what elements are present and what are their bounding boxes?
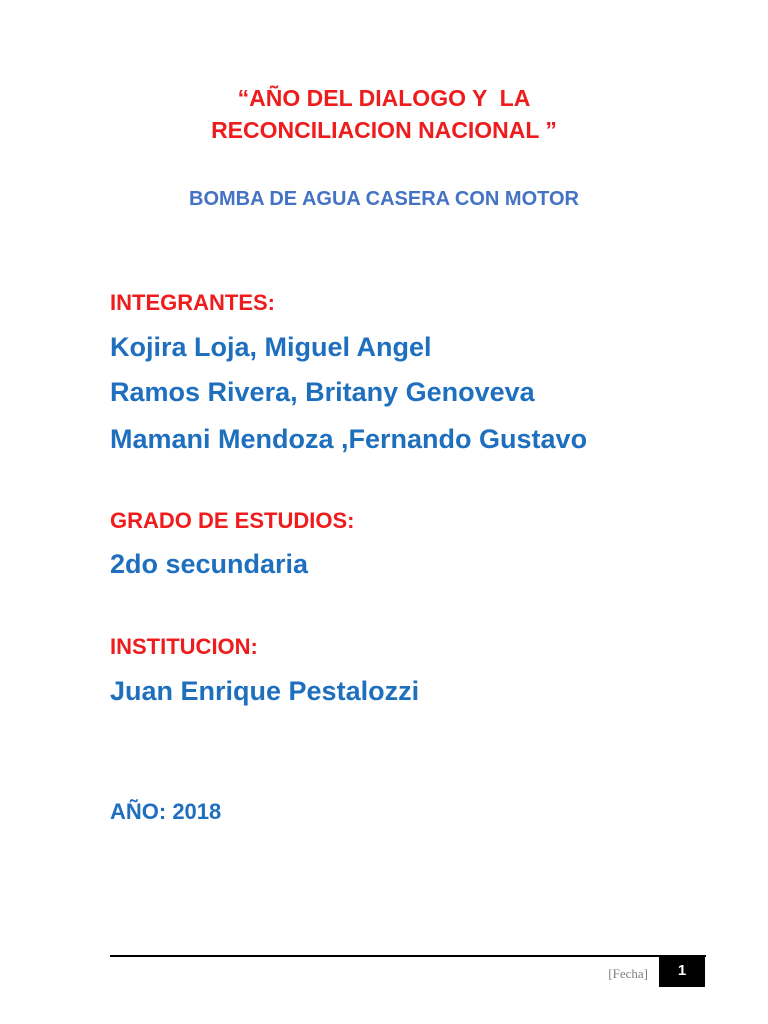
member-name-2: Ramos Rivera, Britany Genoveva [110,377,535,407]
member-name-1: Kojira Loja, Miguel Angel [110,332,432,362]
project-title: BOMBA DE AGUA CASERA CON MOTOR [189,188,579,210]
grado-value: 2do secundaria [110,549,309,579]
motto-line-1: “AÑO DEL DIALOGO Y LA [237,85,531,111]
footer-divider [110,955,706,957]
motto-header [0,82,768,146]
member-name-3: Mamani Mendoza ,Fernando Gustavo [110,424,588,454]
motto-line-2: RECONCILIACION NACIONAL ” [211,117,557,143]
institucion-value: Juan Enrique Pestalozzi [110,676,420,706]
footer-date-placeholder: [Fecha] [608,966,648,981]
page-number: 1 [659,957,705,987]
integrantes-label: INTEGRANTES: [110,290,275,315]
institucion-label: INSTITUCION: [110,634,258,659]
grado-label: GRADO DE ESTUDIOS: [110,508,355,533]
year-line: AÑO: 2018 [110,799,222,824]
